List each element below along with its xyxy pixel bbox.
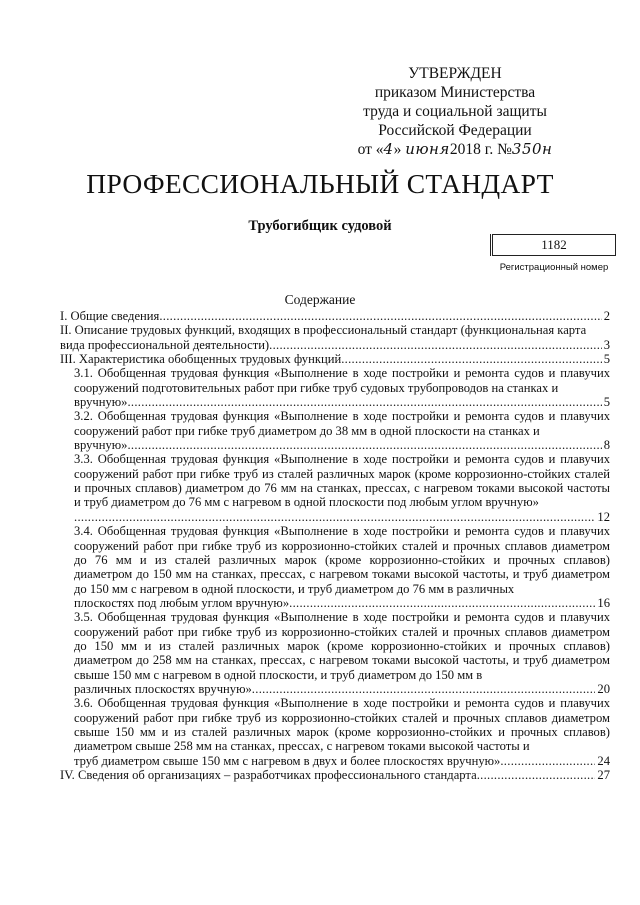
toc-leader-dots [341,352,602,366]
toc-entry-3-1[interactable] [60,366,610,409]
toc-page-number: 5 [603,352,610,367]
toc-entry-text: I. Общие сведения [60,309,160,323]
toc-page-number: 2 [603,309,610,323]
toc-page-number: 3 [603,337,610,352]
toc-entry-3-3[interactable] [60,452,610,524]
toc-leader-dots [269,338,602,352]
toc-entry-text: III. Характеристика обобщенных трудовых функций [60,352,342,367]
toc-leader-dots [289,596,595,610]
toc-page-number: 12 [597,509,610,524]
toc-leader-dots [127,395,601,409]
approval-heading: УТВЕРЖДЕН [408,65,502,82]
toc-entry-text: 3.5. Обобщенная трудовая функция «Выполнение в ходе постройки и ремонта судов и плавучих сооружений работ при гибке труб из коррозионно-стойких сталей и прочных сплавов диаметром до 150 мм и из сталей различных марок (кроме коррозионно-стойких и прочных сплавов) диаметром до 258 мм на станках, прессах, с нагревом токами высокой частоты, и труб диаметром свыше 150 мм с нагревом в одной плоскости, и труб диаметром до 150 мм в [74,610,610,682]
toc-entry-text: 3.4. Обобщенная трудовая функция «Выполнение в ходе постройки и ремонта судов и плавучих сооружений работ при гибке труб из коррозионно-стойких сталей и прочных сплавов диаметром до 76 мм и из сталей различных марок (кроме коррозионно-стойких и прочных сплавов) диаметром до 150 мм на станках, прессах, с нагревом токами высокой частоты, и труб диаметром до 150 мм с нагревом в одной плоскости, и труб диаметром до 76 мм в различных [74,524,610,596]
toc-entry-3-4[interactable] [60,524,610,610]
handwritten-order-number: 350н [511,140,553,158]
handwritten-month: июня [405,140,450,158]
toc-entry-2[interactable] [60,323,610,352]
toc-leader-dots [74,510,595,524]
toc-entry-text-last: вручную» [74,438,128,453]
toc-entry-3[interactable] [60,352,610,366]
toc-entry-text: IV. Сведения об организациях – разработчиках профессионального стандарта [60,768,477,782]
toc-leader-dots [159,309,601,323]
toc-entry-3-5[interactable] [60,610,610,696]
document-subtitle: Трубогибщик судовой [248,218,392,234]
toc-entry-4[interactable] [60,768,610,782]
toc-entry-text: II. Описание трудовых функций, входящих в профессиональный стандарт (функциональная карта [60,323,587,338]
approval-order-line: приказом Министерства [374,84,536,101]
approval-ministry-line: труда и социальной защиты [363,103,547,120]
table-of-contents [60,309,610,782]
toc-leader-dots [252,682,596,696]
date-prefix: от « [357,141,384,158]
approval-date-line [330,140,580,159]
document-title: ПРОФЕССИОНАЛЬНЫЙ СТАНДАРТ [86,168,554,199]
toc-entry-1[interactable] [60,309,610,323]
date-year: 2018 г. № [449,141,512,158]
toc-heading: Содержание [284,292,356,307]
toc-entry-3-2[interactable] [60,409,610,452]
registration-number-box [492,234,616,256]
handwritten-day: 4 [383,140,394,158]
approval-country-line: Российской Федерации [378,122,532,139]
toc-leader-dots [500,754,595,768]
toc-page-number: 5 [603,395,610,410]
toc-page-number: 20 [597,681,610,696]
toc-entry-text: 3.3. Обобщенная трудовая функция «Выполнение в ходе постройки и ремонта судов и плавучих сооружений работ при гибке труб из сталей различных марок (кроме коррозионно-стойких сталей и прочных сплавов) диаметром до 76 мм на станках, прессах, с нагревом токами высокой частоты и труб диаметром до 76 мм с нагревом в одной плоскости под любым углом вручную» [74,452,610,510]
toc-entry-text: 3.1. Обобщенная трудовая функция «Выполнение в ходе постройки и ремонта судов и плавучих сооружений подготовительных работ при гибке труб судовых трубопроводов на станках и [74,366,610,395]
toc-leader-dots [477,768,596,782]
registration-label: Регистрационный номер [499,262,609,273]
toc-entry-3-6[interactable] [60,696,610,768]
toc-entry-text-last: вручную» [74,395,128,410]
approval-block [330,64,580,159]
toc-entry-text: 3.6. Обобщенная трудовая функция «Выполнение в ходе постройки и ремонта судов и плавучих сооружений работ при гибке труб из коррозионно-стойких сталей и прочных сплавов диаметром свыше 150 мм и из сталей различных марок (кроме коррозионно-стойких и прочных сплавов) диаметром свыше 258 мм на станках, прессах, с нагревом токами высокой частоты и [74,696,610,754]
toc-page-number: 8 [603,438,610,453]
toc-entry-text-last: труб диаметром свыше 150 мм с нагревом в двух и более плоскостях вручную» [74,753,501,768]
toc-entry-text-last: плоскостях под любым углом вручную» [74,595,290,610]
toc-page-number: 24 [597,753,610,768]
toc-entry-text-last: вида профессиональной деятельности) [60,337,270,352]
toc-leader-dots [127,438,601,452]
date-mid: » [393,141,402,158]
registration-number: 1182 [541,237,567,252]
toc-entry-text-last: различных плоскостях вручную» [74,681,252,696]
toc-page-number: 16 [597,595,610,610]
toc-page-number: 27 [597,768,610,782]
toc-entry-text: 3.2. Обобщенная трудовая функция «Выполнение в ходе постройки и ремонта судов и плавучих сооружений работ при гибке труб диаметром до 38 мм в одной плоскости на станках и [74,409,610,438]
